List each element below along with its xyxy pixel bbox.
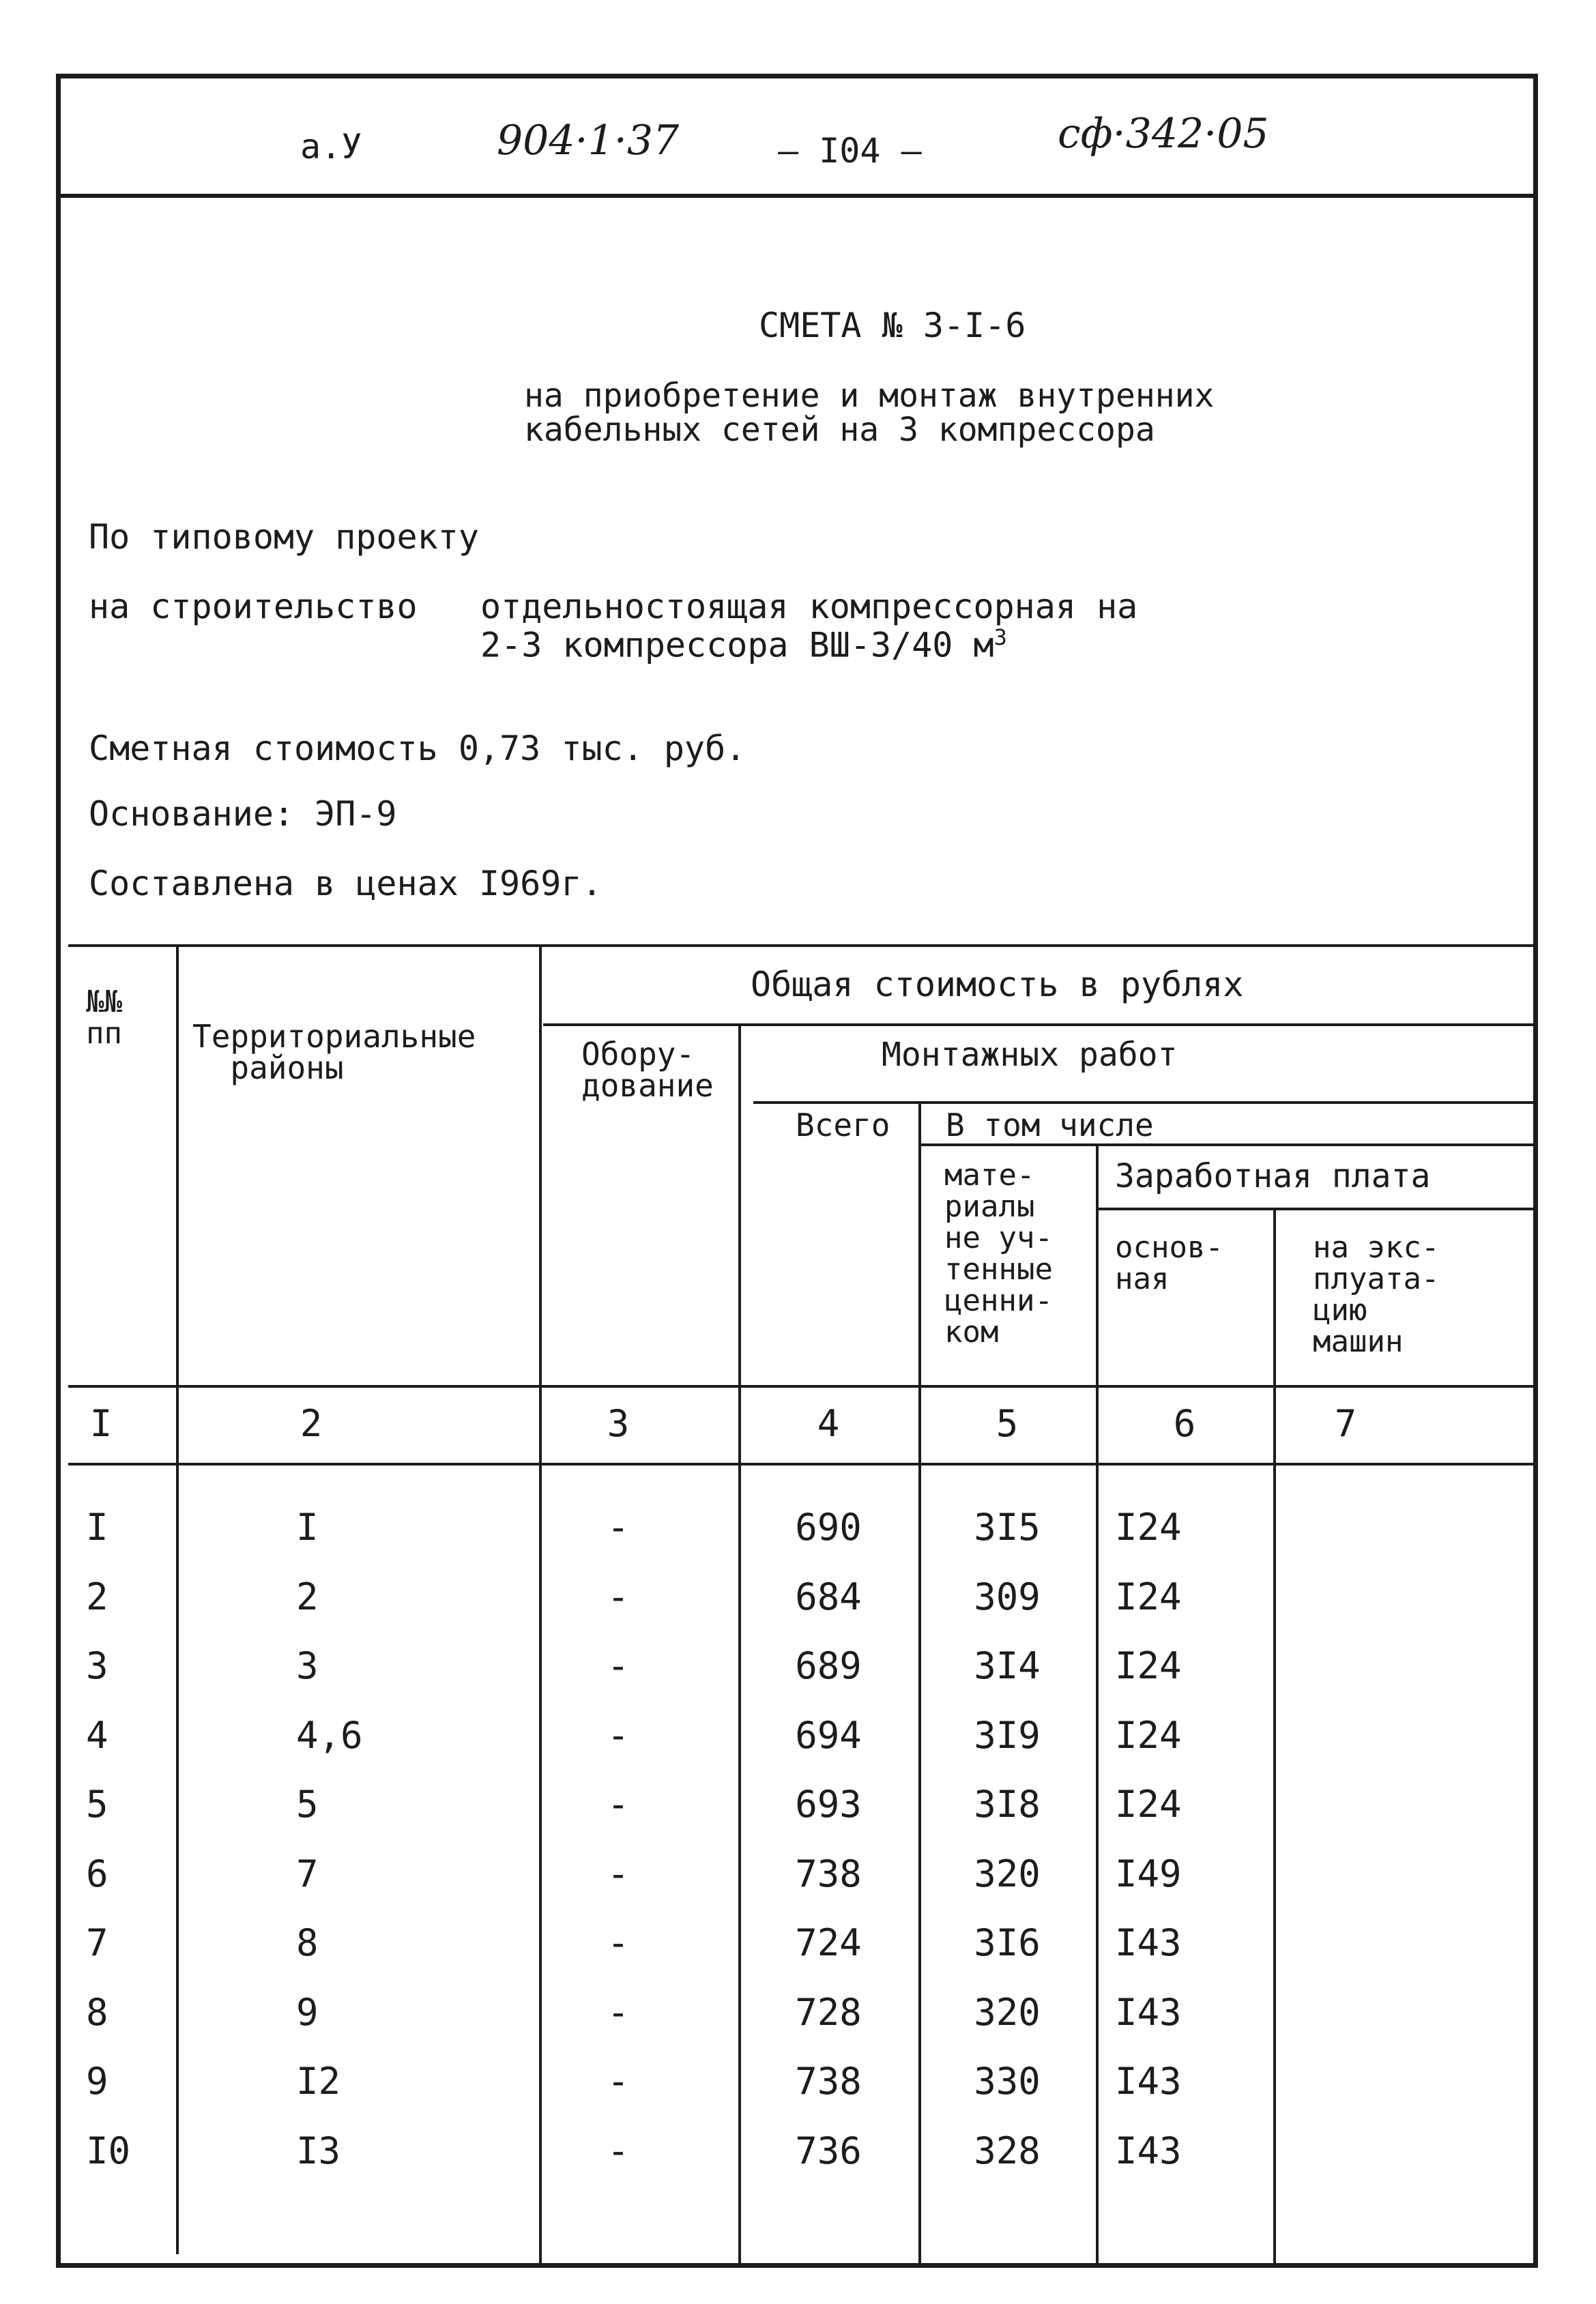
cell-total: 728 — [795, 1990, 862, 2034]
header-line-1 — [543, 1023, 1535, 1026]
column-number-5: 5 — [996, 1402, 1019, 1445]
header-code: 904·1·37 — [497, 117, 680, 164]
cell-region: 8 — [296, 1921, 319, 1964]
cell-n: 6 — [86, 1852, 108, 1895]
cell-materials: 3I8 — [974, 1783, 1041, 1826]
cell-region: 2 — [296, 1575, 319, 1618]
column-number-3: 3 — [607, 1402, 630, 1445]
vline-1 — [176, 944, 179, 2254]
vline-2 — [539, 944, 542, 2265]
header-line-4 — [1097, 1208, 1535, 1210]
cell-materials: 309 — [974, 1575, 1041, 1618]
cell-total: 724 — [795, 1921, 862, 1964]
cell-materials: 320 — [974, 1852, 1041, 1895]
header-installation: Монтажных работ — [882, 1036, 1178, 1074]
cell-region: I3 — [296, 2129, 341, 2172]
column-number-4: 4 — [817, 1402, 840, 1445]
cell-n: I — [86, 1506, 108, 1549]
cell-n: 5 — [86, 1783, 108, 1826]
header-including: В том числе — [946, 1107, 1154, 1143]
header-left: а.У — [300, 127, 362, 166]
header-total-cost: Общая стоимость в рублях — [751, 965, 1244, 1004]
cell-equip: - — [607, 1990, 630, 2034]
estimate-subtitle-2: кабельных сетей на 3 компрессора — [524, 411, 1155, 449]
table-top-line — [68, 944, 1535, 947]
cell-total: 694 — [795, 1713, 862, 1757]
page-number: – I04 – — [778, 131, 922, 171]
vline-3 — [738, 1023, 741, 2265]
basis: Основание: ЭП-9 — [89, 794, 397, 834]
header-region: Территориальные районы — [192, 1018, 476, 1086]
vline-4 — [918, 1101, 921, 2265]
cell-materials: 3I9 — [974, 1713, 1041, 1757]
header-equipment: Обору- дование — [581, 1036, 714, 1104]
cell-basic: I43 — [1115, 1990, 1182, 2034]
cell-equip: - — [607, 1713, 630, 1757]
cell-region: 5 — [296, 1783, 319, 1826]
estimate-subtitle-1: на приобретение и монтаж внутренних — [524, 377, 1215, 415]
cell-materials: 3I4 — [974, 1644, 1041, 1687]
cell-total: 684 — [795, 1575, 862, 1618]
header-wages: Заработная плата — [1115, 1157, 1431, 1195]
sheet-code: сф·342·05 — [1058, 110, 1269, 158]
cell-materials: 328 — [974, 2129, 1041, 2172]
header-basic: основ- ная — [1115, 1230, 1223, 1296]
cell-materials: 320 — [974, 1990, 1041, 2034]
cell-equip: - — [607, 1783, 630, 1826]
cell-n: 7 — [86, 1921, 108, 1964]
column-number-1: I — [89, 1402, 113, 1445]
cell-basic: I24 — [1115, 1783, 1182, 1826]
cell-n: 9 — [86, 2060, 108, 2103]
cell-basic: I24 — [1115, 1575, 1182, 1618]
vline-5 — [1096, 1143, 1099, 2265]
cell-materials: 3I5 — [974, 1506, 1041, 1549]
cell-equip: - — [607, 1575, 630, 1618]
column-numbers-line — [68, 1385, 1535, 1388]
cell-materials: 3I6 — [974, 1921, 1041, 1964]
header-num: №№ пп — [86, 985, 122, 1051]
cell-total: 736 — [795, 2129, 862, 2172]
cell-region: I — [296, 1506, 319, 1549]
cell-basic: I24 — [1115, 1506, 1182, 1549]
estimated-cost: Сметная стоимость 0,73 тыс. руб. — [89, 729, 746, 768]
vline-6 — [1273, 1208, 1276, 2265]
cell-materials: 330 — [974, 2060, 1041, 2103]
cell-basic: I43 — [1115, 1921, 1182, 1964]
column-number-7: 7 — [1334, 1402, 1357, 1445]
header-divider — [56, 194, 1538, 198]
cell-basic: I43 — [1115, 2129, 1182, 2172]
header-machines: на экс- плуата- цию машин — [1313, 1230, 1440, 1359]
cell-total: 738 — [795, 1852, 862, 1895]
cell-n: I0 — [86, 2129, 131, 2172]
header-all: Всего — [796, 1107, 890, 1143]
price-base: Составлена в ценах I969г. — [89, 864, 603, 903]
header-line-3 — [920, 1143, 1535, 1146]
cell-region: 7 — [296, 1852, 319, 1895]
cell-n: 3 — [86, 1644, 108, 1687]
cell-total: 690 — [795, 1506, 862, 1549]
project-label: По типовому проекту — [89, 517, 479, 557]
cell-equip: - — [607, 2129, 630, 2172]
column-number-2: 2 — [300, 1402, 323, 1445]
cell-total: 738 — [795, 2060, 862, 2103]
cell-equip: - — [607, 1506, 630, 1549]
body-top-line — [68, 1463, 1535, 1465]
cell-basic: I24 — [1115, 1644, 1182, 1687]
cell-total: 689 — [795, 1644, 862, 1687]
cell-equip: - — [607, 1644, 630, 1687]
header-line-2 — [753, 1101, 1535, 1104]
construction-line-1: отдельностоящая компрессорная на — [480, 587, 1138, 626]
construction-line-2: 2-3 компрессора ВШ-3/40 $м^3$ — [480, 624, 1007, 665]
cell-basic: I43 — [1115, 2060, 1182, 2103]
cell-equip: - — [607, 1852, 630, 1895]
cell-n: 2 — [86, 1575, 108, 1618]
cell-equip: - — [607, 1921, 630, 1964]
cell-region: 9 — [296, 1990, 319, 2034]
cell-n: 8 — [86, 1990, 108, 2034]
cell-region: 4,6 — [296, 1713, 363, 1757]
estimate-title: СМЕТА № 3-I-6 — [759, 306, 1026, 345]
cell-region: I2 — [296, 2060, 341, 2103]
construction-label: на строительство — [89, 587, 418, 626]
column-number-6: 6 — [1173, 1402, 1196, 1445]
cell-region: 3 — [296, 1644, 319, 1687]
cell-equip: - — [607, 2060, 630, 2103]
header-materials: мате- риалы не уч- тенные ценни- ком — [944, 1158, 1053, 1350]
cell-basic: I24 — [1115, 1713, 1182, 1757]
cell-basic: I49 — [1115, 1852, 1182, 1895]
cell-total: 693 — [795, 1783, 862, 1826]
cell-n: 4 — [86, 1713, 108, 1757]
